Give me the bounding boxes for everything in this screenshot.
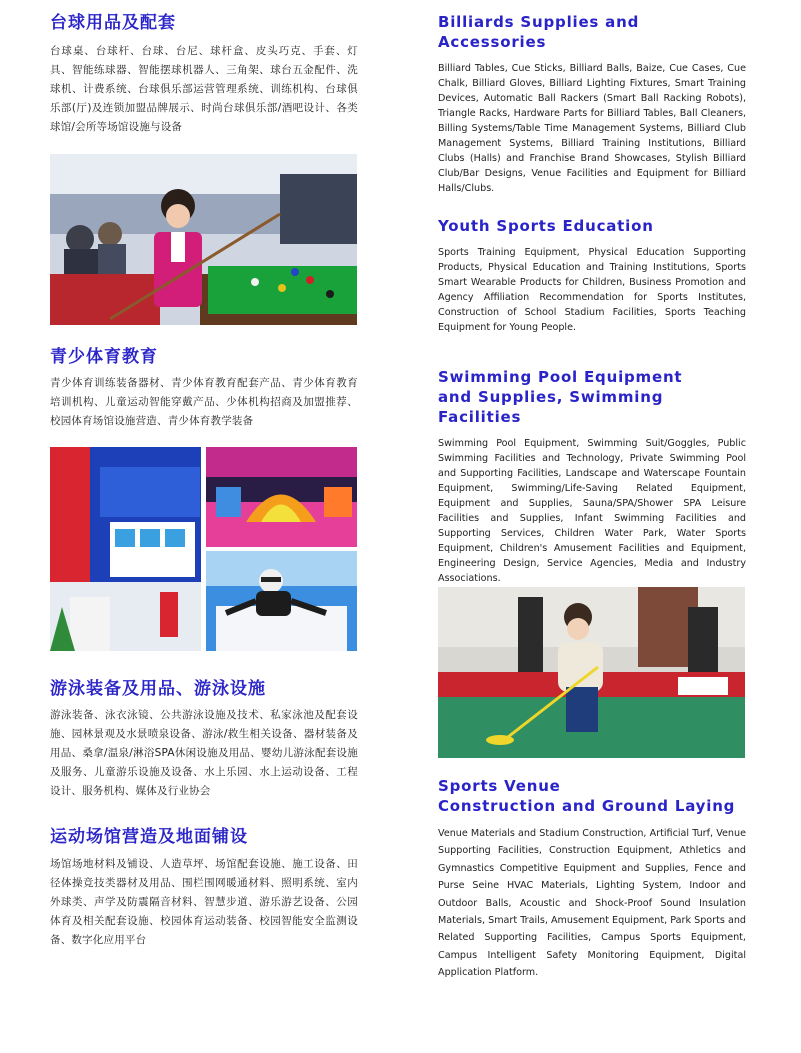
body-venue-en: Venue Materials and Stadium Construction, Artificial Turf, Venue Supporting Facilities, Construction Equipment, Athletics and Gymnastics Competitive Equipment and Supplies, Fence and Purse Seine HVAC Materials, Lighting System, Indoor and Outdoor Balls, Acoustic and Shock-Proof Sound Insulation Materials, Smart Trails, Amusement Equipment, Park Sports and Related Supporting Facilities, Campus Sports Equipment, Campus Intelligent Safety Monitoring Equipment, Digital Application Platform.: [438, 828, 746, 979]
heading-swimming-en-line2: and Supplies, Swimming Facilities: [438, 388, 664, 426]
section-venue-en: [438, 776, 746, 982]
body-youth-cn: 青少体育训练装备器材、青少体育教育配套产品、青少体育教育培训机构、儿童运动智能穿戴产品、少体机构招商及加盟推荐、校园体育场馆设施营造、青少体育教学装备: [50, 377, 358, 427]
photo-youth-swimmer: [206, 551, 357, 651]
heading-venue-cn: 运动场馆营造及地面铺设: [50, 827, 248, 847]
body-youth-en: Sports Training Equipment, Physical Education Supporting Products, Physical Education and Training Institutions, Sports Smart Wearable Products for Children, Business Promotion and Agency Affiliation Recommendation for Sports Institutes, Construction of School Stadium Facilities, Sports Teaching Equipment for Young People.: [438, 247, 746, 333]
body-venue-cn: 场馆场地材料及铺设、人造草坪、场馆配套设施、施工设备、田径体操竞技类器材及用品、围栏围网暖通材料、照明系统、室内外球类、声学及防震隔音材料、智慧步道、游乐游艺设备、公园体育及相关配套设施、校园体育运动装备、校园智能安全监测设备、数字化应用平台: [50, 858, 358, 946]
section-swimming-cn: [50, 678, 358, 801]
heading-swimming-cn: 游泳装备及用品、游泳设施: [50, 679, 266, 699]
section-swimming-en: [438, 367, 746, 586]
section-billiards-cn: [50, 12, 358, 137]
section-billiards-en: [438, 12, 746, 196]
heading-venue-en-line2: Construction and Ground Laying: [438, 797, 736, 815]
heading-billiards-en: Billiards Supplies and Accessories: [438, 13, 640, 51]
photo-youth-booth: [50, 447, 201, 651]
heading-swimming-en-line1: Swimming Pool Equipment: [438, 368, 683, 386]
body-swimming-cn: 游泳装备、泳衣泳镜、公共游泳设施及技术、私家泳池及配套设施、园林景观及水景喷泉设备、游泳/救生相关设备、器材装备及用品、桑拿/温泉/淋浴SPA休闲设施及用品、婴幼儿游泳配套设施及服务、儿童游乐设施及设备、水上乐园、水上运动设备、工程设计、服务机构、媒体及行业协会: [50, 709, 358, 797]
photo-youth-stage: [206, 447, 357, 547]
section-youth-cn: [50, 346, 358, 431]
photo-billiards: [50, 154, 357, 325]
body-swimming-en: Swimming Pool Equipment, Swimming Suit/Goggles, Public Swimming Facilities and Technology, Private Swimming Pool and Supporting Facilities, Landscape and Waterscape Fountain Equipment, Swimming/Life-Saving Related Equipment, Equipment and Supplies, Sauna/SPA/Shower SPA Leisure Facilities and Supplies, Infant Swimming Facilities and Supporting Services, Children Water Park, Water Sports Equipment, Children's Amusement Facilities and Equipment, Engineering Design, Service Agencies, Media and Industry Associations.: [438, 438, 746, 584]
heading-youth-cn: 青少体育教育: [50, 347, 158, 367]
heading-swimming-en: [438, 367, 746, 427]
photo-floor-hockey: [438, 587, 745, 758]
section-youth-en: [438, 216, 746, 335]
heading-youth-en: Youth Sports Education: [438, 217, 654, 235]
section-venue-cn: [50, 826, 358, 950]
heading-billiards-cn: 台球用品及配套: [50, 13, 176, 33]
heading-venue-en-line1: Sports Venue: [438, 777, 561, 795]
body-billiards-en: Billiard Tables, Cue Sticks, Billiard Balls, Baize, Cue Cases, Cue Chalk, Billiard Gloves, Billiard Lighting Fixtures, Smart Training Devices, Automatic Ball Rackers (Smart Ball Racking Robots), Triangle Racks, Hardware Parts for Billiard Tables, Ball Cleaners, Billing Systems/Table Time Management Systems, Billiard Club Management Systems, Billiard Training Institutions, Billiard Clubs (Halls) and Franchise Brand Showcases, Stylish Billiard Club/Bar Designs, Venue Facilities and Equipment for Billiard Halls/Clubs.: [438, 63, 746, 194]
heading-venue-en: [438, 776, 746, 816]
body-billiards-cn: 台球桌、台球杆、台球、台尼、球杆盒、皮头巧克、手套、灯具、智能练球器、智能摆球机器人、三角架、球台五金配件、洗球机、计费系统、台球俱乐部运营管理系统、训练机构、台球俱乐部(厅)及连锁加盟品牌展示、时尚台球俱乐部/酒吧设计、各类球馆/会所等场馆设施与设备: [50, 45, 358, 133]
